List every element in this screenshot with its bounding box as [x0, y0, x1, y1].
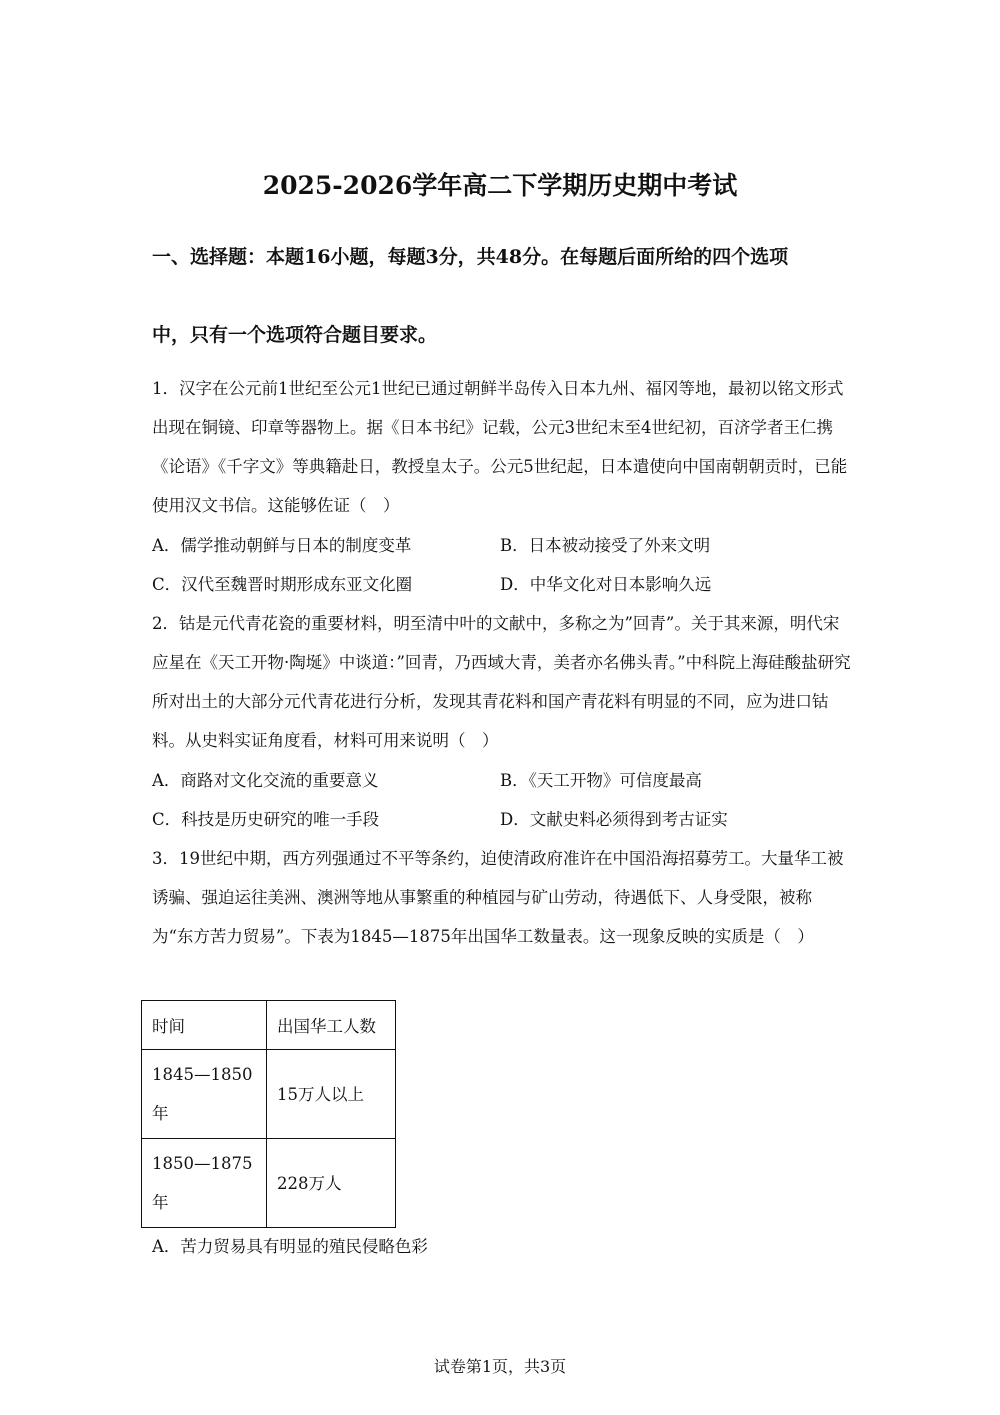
question-2-option-b: B．《天工开物》可信度最高 — [500, 771, 702, 790]
table-row — [142, 1139, 396, 1228]
question-1-option-c: C．汉代至魏晋时期形成东亚文化圈 — [152, 575, 413, 594]
question-1-option-a: A．儒学推动朝鲜与日本的制度变革 — [152, 536, 412, 555]
table-header-count: 出国华工人数 — [267, 1001, 396, 1050]
question-2-stem: 2．钴是元代青花瓷的重要材料，明至清中叶的文献中，多称之为”回青”。关于其来源，明代宋应星在《天工开物·陶埏》中谈道：”回青，乃西域大青，美者亦名佛头青。”中科院上海硅酸盐研究所对出土的大部分元代青花进行分析，发现其青花料和国产青花料有明显的不同，应为进口钴料。从史料实证角度看，材料可用来说明（ ） — [152, 614, 851, 750]
question-2-option-c: C．科技是历史研究的唯一手段 — [152, 810, 380, 829]
table-row — [142, 1050, 396, 1139]
table-cell-count: 228万人 — [267, 1139, 396, 1228]
page-footer: 试卷第1页，共3页 — [433, 1357, 567, 1376]
section-heading-line-1: 一、选择题：本题16小题，每题3分，共48分。在每题后面所给的四个选项 — [152, 246, 789, 268]
table-header-row — [142, 1001, 396, 1050]
question-1-stem: 1．汉字在公元前1世纪至公元1世纪已通过朝鲜半岛传入日本九州、福冈等地，最初以铭文形式出现在铜镜、印章等器物上。据《日本书纪》记载，公元3世纪末至4世纪初，百济学者王仁携《论语》《千字文》等典籍赴日，教授皇太子。公元5世纪起，日本遣使向中国南朝朝贡时，已能使用汉文书信。这能够佐证（ ） — [152, 379, 848, 515]
question-3-option-a: A．苦力贸易具有明显的殖民侵略色彩 — [152, 1237, 428, 1256]
question-2-option-a: A．商路对文化交流的重要意义 — [152, 771, 379, 790]
question-1-option-b: B．日本被动接受了外来文明 — [500, 536, 711, 555]
question-2-option-d: D．文献史料必须得到考古证实 — [500, 810, 728, 829]
section-heading-line-2: 中，只有一个选项符合题目要求。 — [152, 324, 438, 346]
table-cell-time: 1850—1875年 — [142, 1139, 267, 1228]
table-cell-count: 15万人以上 — [267, 1050, 396, 1139]
question-1-option-d: D．中华文化对日本影响久远 — [500, 575, 712, 594]
exam-title: 2025-2026学年高二下学期历史期中考试 — [262, 171, 738, 200]
laborer-count-table — [141, 1000, 396, 1228]
question-3-stem: 3．19世纪中期，西方列强通过不平等条约，迫使清政府准许在中国沿海招募劳工。大量华工被诱骗、强迫运往美洲、澳洲等地从事繁重的种植园与矿山劳动，待遇低下、人身受限，被称为“东方苦力贸易”。下表为1845—1875年出国华工数量表。这一现象反映的实质是（ ） — [152, 849, 844, 946]
table-header-time: 时间 — [142, 1001, 267, 1050]
table-cell-time: 1845—1850年 — [142, 1050, 267, 1139]
